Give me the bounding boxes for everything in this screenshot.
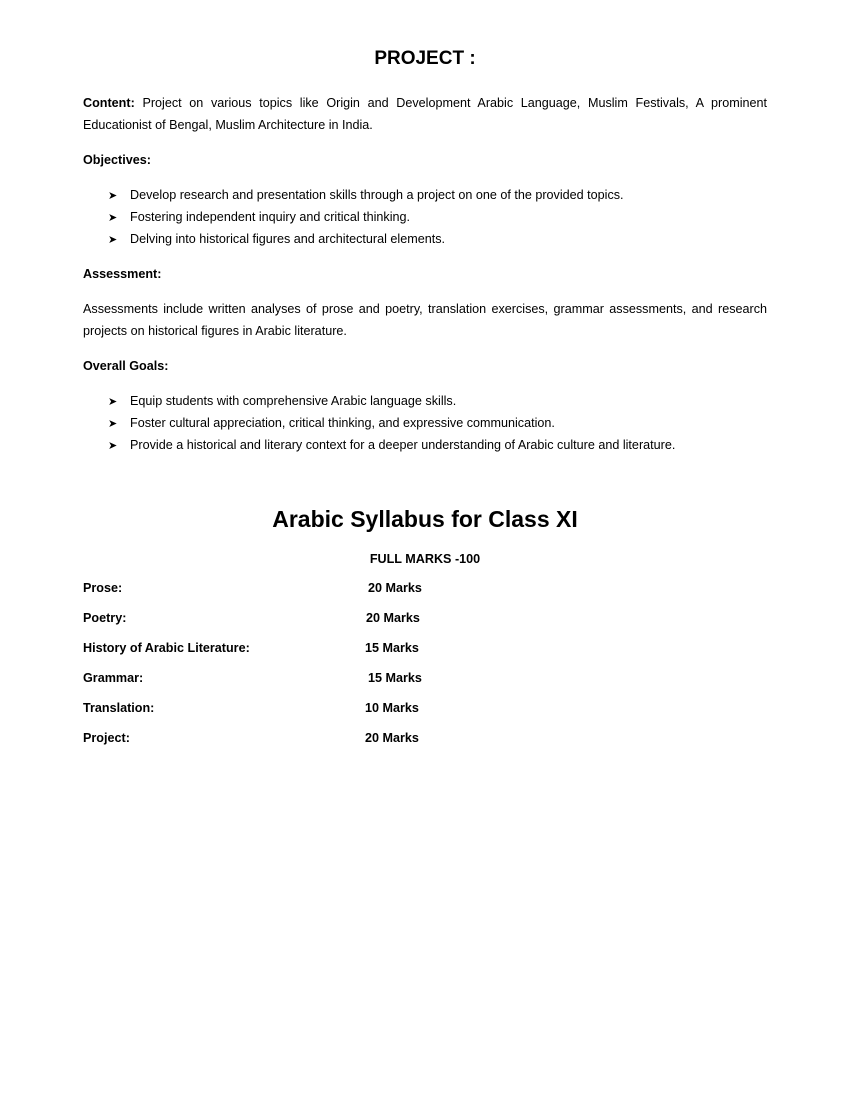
row-marks: 20 Marks xyxy=(368,581,422,595)
arrow-bullet-icon: ➤ xyxy=(108,234,118,246)
syllabus-title: Arabic Syllabus for Class XI xyxy=(272,506,578,532)
goals-heading: Overall Goals: xyxy=(83,359,169,373)
assessment-paragraph: Assessments include written analyses of prose and poetry, translation exercises, grammar assessments, and research projects on historical figures in Arabic literature. xyxy=(83,302,767,338)
objective-item xyxy=(108,184,624,206)
arrow-bullet-icon: ➤ xyxy=(108,396,118,408)
row-label: History of Arabic Literature: xyxy=(83,641,250,655)
objective-text: Delving into historical figures and architectural elements. xyxy=(130,232,445,246)
objectives-heading: Objectives: xyxy=(83,153,151,167)
row-label: Translation: xyxy=(83,701,155,715)
goal-item xyxy=(108,412,555,434)
goal-item xyxy=(108,434,675,456)
row-marks: 20 Marks xyxy=(365,731,419,745)
goal-text: Foster cultural appreciation, critical thinking, and expressive communication. xyxy=(130,416,555,430)
objective-item xyxy=(108,206,410,228)
content-label: Content: xyxy=(83,96,135,110)
arrow-bullet-icon: ➤ xyxy=(108,440,118,452)
objective-text: Fostering independent inquiry and critical thinking. xyxy=(130,210,411,224)
arrow-bullet-icon: ➤ xyxy=(108,190,118,202)
objective-text: Develop research and presentation skills through a project on one of the provided topics. xyxy=(130,188,624,202)
row-label: Poetry: xyxy=(83,611,127,625)
content-text: Project on various topics like Origin and Development Arabic Language, Muslim Festivals, A prominent Educationist of Bengal, Muslim Architecture in India. xyxy=(83,96,768,132)
row-marks: 10 Marks xyxy=(365,701,419,715)
arrow-bullet-icon: ➤ xyxy=(108,212,118,224)
goal-item xyxy=(108,390,456,412)
content-paragraph xyxy=(83,92,767,136)
objective-item xyxy=(108,228,445,250)
full-marks: FULL MARKS -100 xyxy=(369,552,481,566)
row-marks: 15 Marks xyxy=(365,641,419,655)
arrow-bullet-icon: ➤ xyxy=(108,418,118,430)
row-label: Grammar: xyxy=(83,671,144,685)
row-label: Prose: xyxy=(83,581,123,595)
project-heading: PROJECT : xyxy=(374,48,476,69)
row-label: Project: xyxy=(83,731,130,745)
assessment-heading: Assessment: xyxy=(83,267,162,281)
row-marks: 15 Marks xyxy=(368,671,422,685)
goal-text: Provide a historical and literary context for a deeper understanding of Arabic culture and literature. xyxy=(130,438,676,452)
goal-text: Equip students with comprehensive Arabic language skills. xyxy=(130,394,457,408)
row-marks: 20 Marks xyxy=(366,611,420,625)
